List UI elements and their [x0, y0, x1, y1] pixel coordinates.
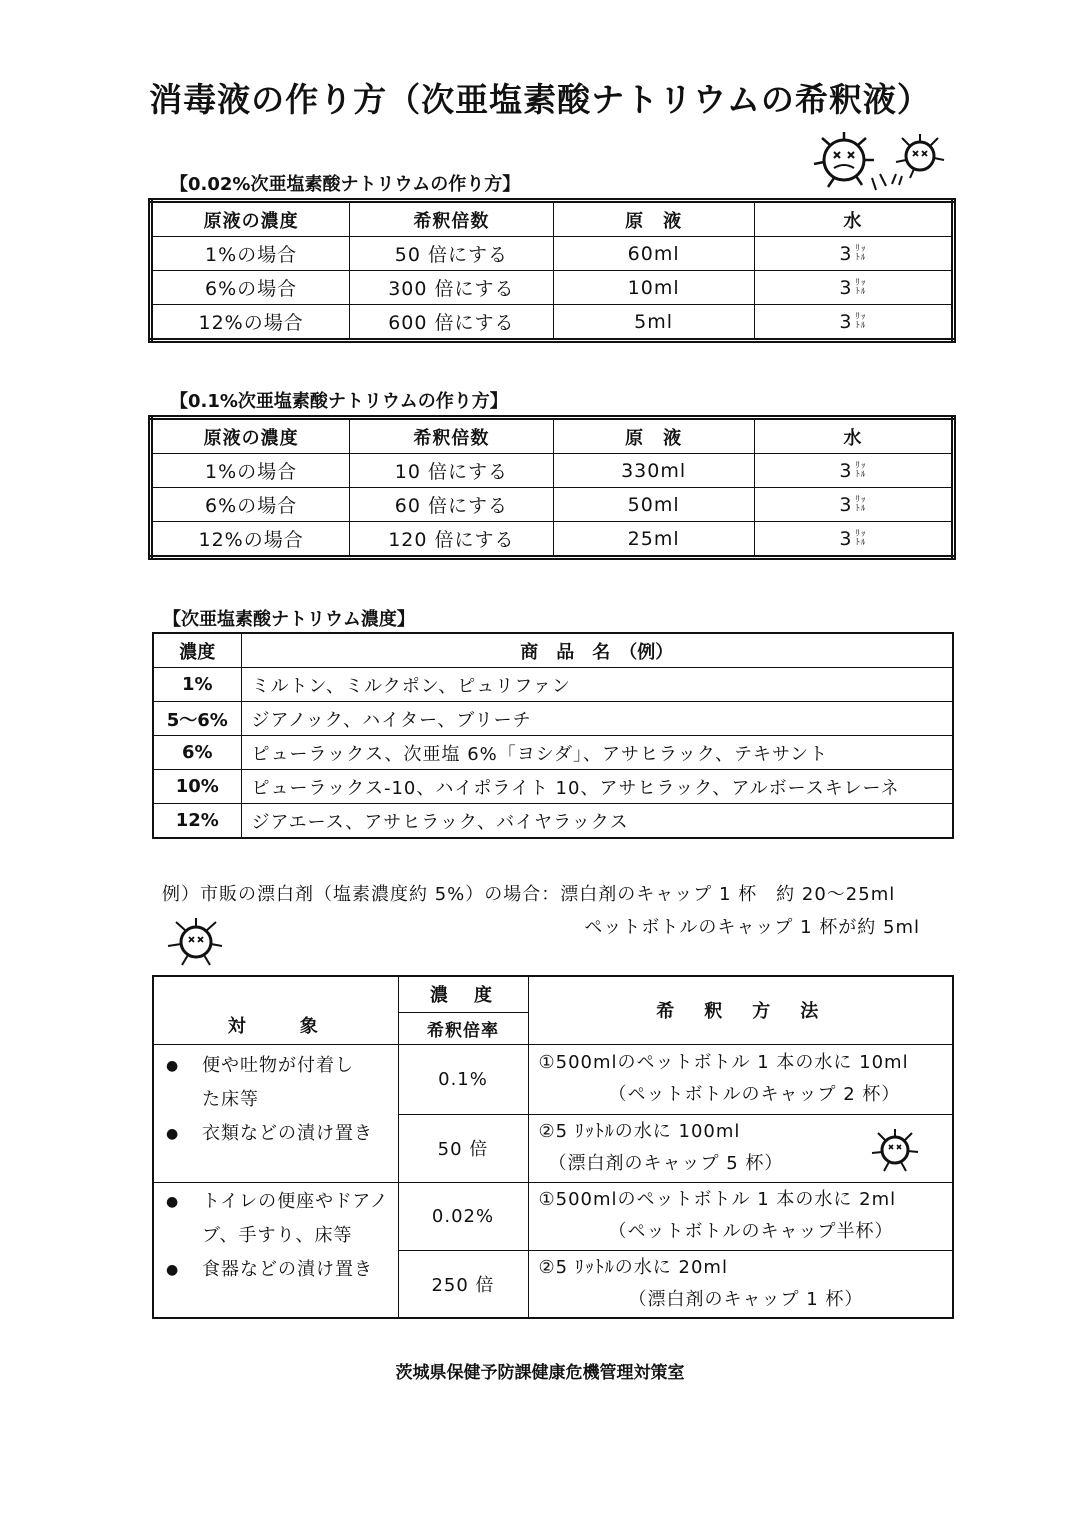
target-item: ● 食器などの漬け置き [154, 1253, 398, 1287]
target-table [152, 975, 954, 1319]
target-item: ● 衣類などの漬け置き [154, 1117, 398, 1151]
table-header-row [151, 418, 954, 454]
water-value: 3 [839, 242, 853, 265]
table-row [151, 522, 954, 558]
table-row [151, 488, 954, 522]
header-water: 水 [754, 418, 953, 454]
cell-products: ジアノック、ハイター、ブリーチ [241, 702, 953, 736]
section1-heading: 【0.02%次亜塩素酸ナトリウムの作り方】 [170, 174, 521, 195]
cell-products: ピューラックス、次亜塩 6%「ヨシダ」、アサヒラック、テキサント [241, 736, 953, 770]
cell-water [754, 454, 953, 488]
method-sub: （漂白剤のキャップ 5 杯） [548, 1153, 784, 1174]
water-value: 3 [839, 459, 853, 482]
cell-stock: 25ml [553, 522, 754, 558]
target-item: ● 便や吐物が付着した床等 [154, 1049, 372, 1117]
header-stock: 原 液 [553, 418, 754, 454]
cell-ratio: 50 倍 [398, 1114, 528, 1182]
cell-conc: 1%の場合 [151, 454, 350, 488]
header-ratio: 希釈倍数 [350, 418, 553, 454]
cell-stock: 60ml [553, 237, 754, 271]
header-target: 対 象 [153, 976, 398, 1044]
method-sub: （ペットボトルのキャップ 2 杯） [608, 1084, 901, 1105]
table-row [151, 454, 954, 488]
cell-products: ピューラックス-10、ハイポライト 10、アサヒラック、アルボースキレーネ [241, 770, 953, 804]
virus-mascot-icon [806, 130, 888, 192]
target-item: ● トイレの便座やドアノブ、手すり、床等 [154, 1185, 392, 1253]
cell-stock: 330ml [553, 454, 754, 488]
liter-unit: ﾘｯ ﾄﾙ [855, 529, 867, 548]
cell-ratio: 10 倍にする [350, 454, 553, 488]
cell-water [754, 488, 953, 522]
dilution-table-01 [148, 415, 956, 560]
cell-ratio: 120 倍にする [350, 522, 553, 558]
liter-unit: ﾘｯ ﾄﾙ [855, 244, 867, 263]
product-table [152, 632, 954, 839]
cell-products: ミルトン、ミルクポン、ピュリファン [241, 668, 953, 702]
example-line-1: 例）市販の漂白剤（塩素濃度約 5%）の場合：漂白剤のキャップ 1 杯 約 20～25ml [162, 884, 896, 905]
cell-conc: 1% [153, 668, 241, 702]
cell-method [528, 1250, 953, 1318]
cell-stock: 10ml [553, 271, 754, 305]
section3-heading: 【次亜塩素酸ナトリウム濃度】 [163, 609, 415, 630]
liter-unit: ﾘｯ ﾄﾙ [855, 461, 867, 480]
cell-products: ジアエース、アサヒラック、バイヤラックス [241, 804, 953, 839]
cell-ratio: 60 倍にする [350, 488, 553, 522]
cell-water [754, 271, 953, 305]
table-header-row [151, 201, 954, 237]
liter-unit: ﾘｯ ﾄﾙ [855, 312, 867, 331]
table-row [153, 702, 953, 736]
table-row [153, 668, 953, 702]
cell-ratio: 50 倍にする [350, 237, 553, 271]
footer-organization: 茨城県保健予防課健康危機管理対策室 [395, 1363, 685, 1383]
table-header-row [153, 633, 953, 668]
cell-conc: 10% [153, 770, 241, 804]
method-sub: （ペットボトルのキャップ半杯） [608, 1221, 894, 1242]
cell-target [153, 1182, 398, 1318]
cell-target [153, 1044, 398, 1182]
table-row [151, 305, 954, 341]
cell-conc: 1%の場合 [151, 237, 350, 271]
example-line-2: ペットボトルのキャップ 1 杯が約 5ml [584, 917, 920, 938]
cell-water [754, 237, 953, 271]
cell-method [528, 1044, 953, 1114]
table-row [153, 770, 953, 804]
cell-conc: 12%の場合 [151, 522, 350, 558]
cell-conc: 12%の場合 [151, 305, 350, 341]
page-title: 消毒液の作り方（次亜塩素酸ナトリウムの希釈液） [149, 80, 931, 119]
method-sub: （漂白剤のキャップ 1 杯） [628, 1288, 864, 1310]
method-main: ②5 ﾘｯﾄﾙの水に 20ml [538, 1256, 728, 1278]
cell-stock: 5ml [553, 305, 754, 341]
cell-conc: 0.02% [398, 1182, 528, 1250]
header-method: 希 釈 方 法 [528, 976, 953, 1044]
header-stock: 原 液 [553, 201, 754, 237]
dilution-table-002 [148, 198, 956, 343]
cell-conc: 6%の場合 [151, 271, 350, 305]
header-ratio: 希釈倍数 [350, 201, 553, 237]
cell-water [754, 522, 953, 558]
table-row [153, 1044, 953, 1114]
cell-conc: 5～6% [153, 702, 241, 736]
virus-mascot-left-icon [160, 912, 230, 970]
method-main: ①500mlのペットボトル 1 本の水に 10ml [538, 1052, 909, 1073]
table-row [153, 1182, 953, 1250]
header-conc: 原液の濃度 [151, 201, 350, 237]
method-main: ②5 ﾘｯﾄﾙの水に 100ml [538, 1121, 741, 1142]
section2-heading: 【0.1%次亜塩素酸ナトリウムの作り方】 [170, 391, 508, 412]
liter-unit: ﾘｯ ﾄﾙ [855, 278, 867, 297]
header-ratio: 希釈倍率 [398, 1012, 528, 1044]
cell-ratio: 250 倍 [398, 1250, 528, 1318]
virus-mascot-small-icon [890, 130, 950, 186]
table-row [151, 271, 954, 305]
table-row [151, 237, 954, 271]
cell-conc: 0.1% [398, 1044, 528, 1114]
water-value: 3 [839, 527, 853, 550]
cell-water [754, 305, 953, 341]
cell-method [528, 1182, 953, 1250]
water-value: 3 [839, 493, 853, 516]
header-product: 商 品 名 （例） [241, 633, 953, 668]
cell-conc: 6%の場合 [151, 488, 350, 522]
table-row [153, 736, 953, 770]
liter-unit: ﾘｯ ﾄﾙ [855, 495, 867, 514]
method-main: ①500mlのペットボトル 1 本の水に 2ml [538, 1189, 897, 1210]
header-water: 水 [754, 201, 953, 237]
header-conc: 原液の濃度 [151, 418, 350, 454]
virus-mascot-table-icon [866, 1125, 924, 1175]
cell-conc: 6% [153, 736, 241, 770]
cell-ratio: 300 倍にする [350, 271, 553, 305]
cell-stock: 50ml [553, 488, 754, 522]
cell-ratio: 600 倍にする [350, 305, 553, 341]
cell-conc: 12% [153, 804, 241, 839]
table-row [153, 804, 953, 839]
water-value: 3 [839, 310, 853, 333]
header-conc: 濃 度 [398, 976, 528, 1012]
water-value: 3 [839, 276, 853, 299]
header-conc: 濃度 [153, 633, 241, 668]
